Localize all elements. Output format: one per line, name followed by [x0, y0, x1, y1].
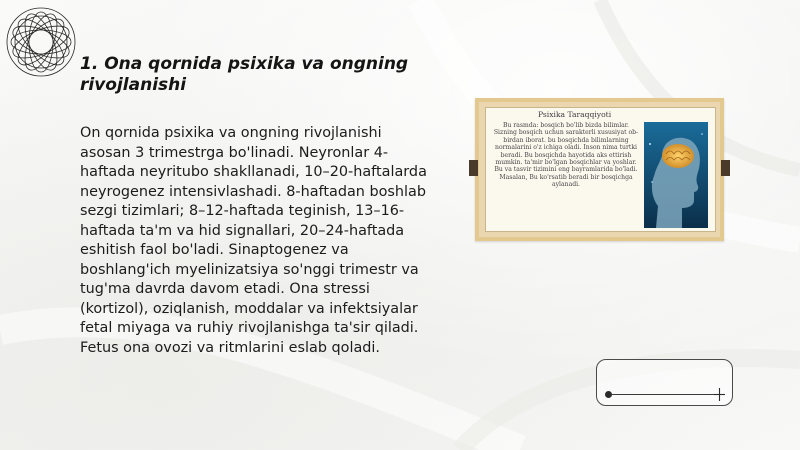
picture-card [485, 107, 716, 232]
frame-tab-right [721, 160, 730, 176]
dot-icon[interactable] [605, 391, 612, 398]
picture-title: Psixika Taraqqiyoti [538, 110, 612, 119]
slider-track[interactable] [608, 394, 719, 395]
plus-icon[interactable] [714, 388, 725, 401]
illustration-picture [475, 98, 724, 241]
slider-control[interactable] [596, 359, 733, 406]
human-head-brain-icon [644, 122, 708, 228]
picture-caption: Bu rasmda: bosqich bo'lib bizda bilimlar. Sizning bosqich uchun sarakterli xususiyat ob-birdan iborat. bu bosqichda bilimlarning normalarini o'z ichiga oladi. Inson nima turtki beradi. Bu bosqichda hayotida aks ettirish mumkin. ta'mir bo'lgan bosqichlar va yoshlar. Bu va tasvir tizimini eng bayramlarida bo'ladi. Masalan, Bu ko'rsatib beradi bir bosqichga aylanadi. [493, 122, 639, 189]
slide-title: 1. Ona qornida psixika va ongning rivojlanishi [80, 54, 409, 95]
frame-tab-left [469, 160, 478, 176]
spirograph-logo-icon [3, 4, 79, 80]
slide-body-text: On qornida psixika va ongning rivojlanishi asosan 3 trimestrga bo'linadi. Neyronlar 4-haftada neyritubo shakllanadi, 10–20-haftalarda neyrogenez intensivlashadi. 8-haftadan boshlab sezgi tizimlari; 8–12-haftada teginish, 13–16-haftada ta'm va hid signallari, 20–24-haftada eshitish faol bo'ladi. Sinaptogenez va boshlang'ich myelinizatsiya so'nggi trimestr va tug'ma davrda davom etadi. Ona stressi (kortizol), oziqlanish, moddalar va infektsiyalar fetal miyaga va ruhiy rivojlanishga ta'sir qiladi. Fetus ona ovozi va ritmlarini eslab qoladi. [80, 125, 427, 356]
